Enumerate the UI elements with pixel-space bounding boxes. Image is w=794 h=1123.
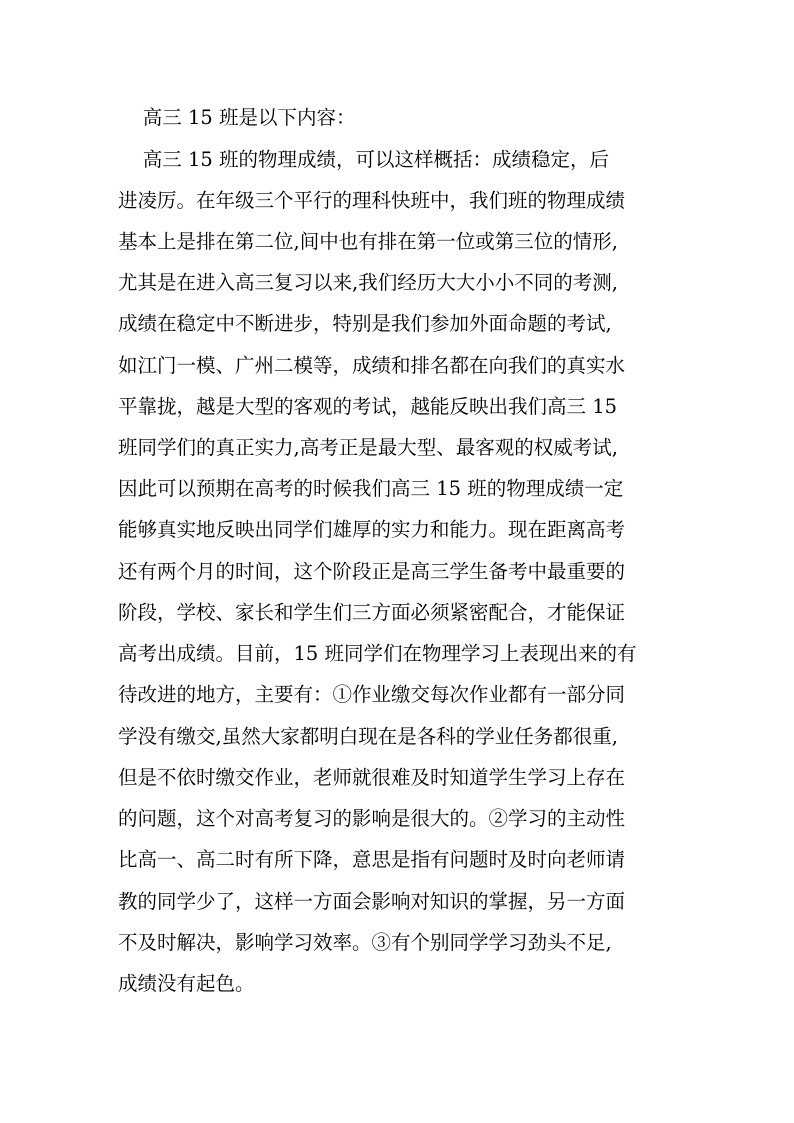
text-line: 基本上是排在第二位,间中也有排在第一位或第三位的情形, <box>118 230 618 253</box>
text-line: 能够真实地反映出同学们雄厚的实力和能力。现在距离高考 <box>118 518 626 541</box>
text-line: 如江门一模、广州二模等，成绩和排名都在向我们的真实水 <box>118 354 626 377</box>
text-line: 的问题，这个对高考复习的影响是很大的。②学习的主动性 <box>118 807 626 830</box>
text-line: 成绩没有起色。 <box>118 972 255 995</box>
text-line: 比高一、高二时有所下降，意思是指有问题时及时向老师请 <box>118 848 626 871</box>
text-line: 但是不依时缴交作业，老师就很难及时知道学生学习上存在 <box>118 766 626 789</box>
text-line: 高三 15 班的物理成绩，可以这样概括：成绩稳定，后 <box>118 148 610 171</box>
text-line: 高考出成绩。目前，15 班同学们在物理学习上表现出来的有 <box>118 642 637 665</box>
text-line: 进凌厉。在年级三个平行的理科快班中，我们班的物理成绩 <box>118 189 626 212</box>
text-line: 教的同学少了，这样一方面会影响对知识的掌握，另一方面 <box>118 890 626 913</box>
text-line: 高三 15 班是以下内容： <box>118 106 356 129</box>
text-line: 平靠拢，越是大型的客观的考试，越能反映出我们高三 15 <box>118 395 618 418</box>
text-line: 阶段，学校、家长和学生们三方面必须紧密配合，才能保证 <box>118 601 626 624</box>
text-line: 不及时解决，影响学习效率。③有个别同学学习劲头不足, <box>118 931 612 954</box>
text-line: 待改进的地方，主要有：①作业缴交每次作业都有一部分同 <box>118 683 626 706</box>
text-line: 因此可以预期在高考的时候我们高三 15 班的物理成绩一定 <box>118 477 624 500</box>
text-line: 成绩在稳定中不断进步，特别是我们参加外面命题的考试, <box>118 312 612 335</box>
text-line: 学没有缴交,虽然大家都明白现在是各科的学业任务都很重, <box>118 725 618 748</box>
text-line: 班同学们的真正实力,高考正是最大型、最客观的权威考试, <box>118 436 618 459</box>
text-line: 尤其是在进入高三复习以来,我们经历大大小小不同的考测, <box>118 271 618 294</box>
text-line: 还有两个月的时间，这个阶段正是高三学生备考中最重要的 <box>118 560 626 583</box>
